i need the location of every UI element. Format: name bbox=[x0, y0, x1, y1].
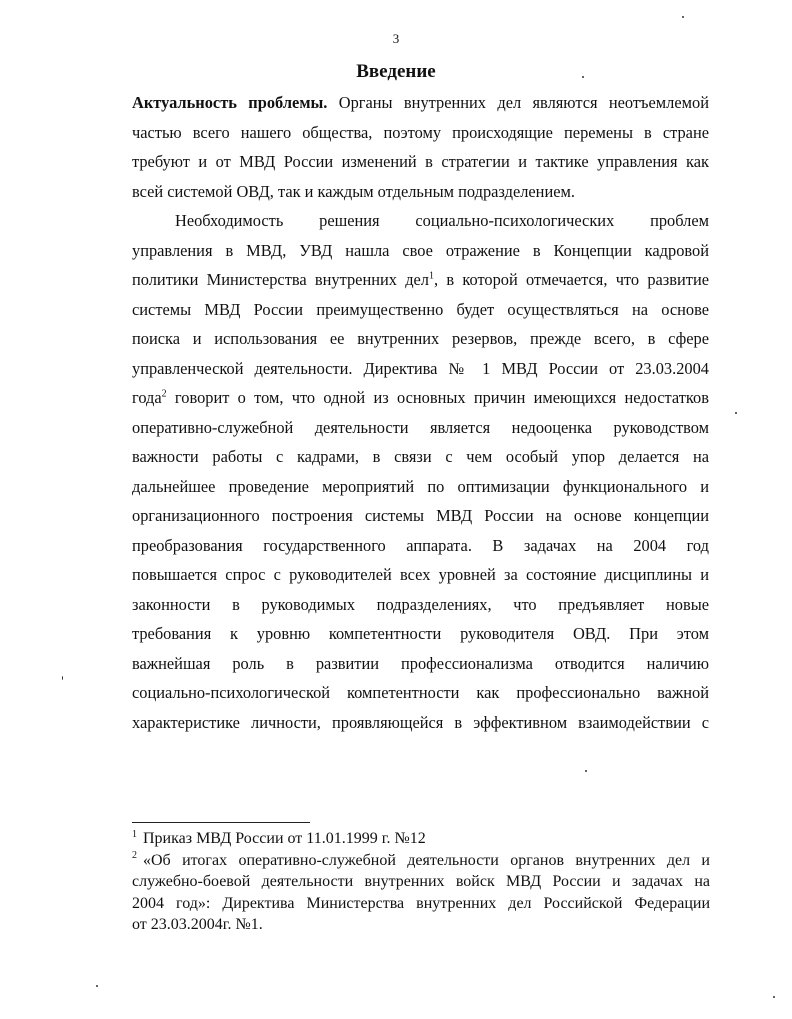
text-line: управленческой деятельности. Директива № 1 МВД России от 23.03.2004 bbox=[132, 358, 709, 378]
scan-speck bbox=[585, 770, 587, 772]
footnote-ref-2: 2 bbox=[161, 388, 167, 400]
scan-speck bbox=[62, 676, 63, 680]
text-line: требования к уровню компетентности руководителя ОВД. При этом bbox=[132, 624, 709, 643]
text-line: повышается спрос с руководителей всех уровней за состояние дисциплины и bbox=[132, 565, 709, 584]
paragraph-lead: Актуальность проблемы. bbox=[132, 93, 328, 112]
text-line: управления в МВД, УВД нашла свое отражение в Концепции кадровой bbox=[132, 240, 709, 260]
text-line: организационного построения системы МВД России на основе концепции bbox=[132, 506, 709, 525]
scan-speck bbox=[773, 996, 775, 998]
scan-speck bbox=[682, 16, 684, 18]
text-line: оперативно-служебной деятельности является недооценка руководством bbox=[132, 417, 709, 437]
text-line: социально-психологической компетентности как профессионально важной bbox=[132, 683, 709, 702]
text-line: важности работы с кадрами, в связи с чем особый упор делается на bbox=[132, 447, 709, 466]
text-line: всей системой ОВД, так и каждым отдельным подразделением. bbox=[132, 181, 575, 201]
text-line: Актуальность проблемы. Органы внутренних дел являются неотъемлемой bbox=[132, 93, 709, 112]
text-line: поиска и использования ее внутренних резервов, прежде всего, в сфере bbox=[132, 329, 709, 348]
footnote-1: $^1$ Приказ МВД России от 11.01.1999 г. №12 bbox=[132, 828, 426, 847]
text-line: Необходимость решения социально-психологических проблем bbox=[175, 211, 709, 230]
text-line: системы МВД России преимущественно будет осуществляться на основе bbox=[132, 299, 709, 319]
footnote-ref-1: 1 bbox=[429, 270, 434, 282]
footnotes bbox=[132, 828, 710, 936]
footnote-2-line: 2004 год»: Директива Министерства внутренних дел Российской Федерации bbox=[132, 894, 710, 912]
text-line: преобразования государственного аппарата. В задачах на 2004 год bbox=[132, 535, 709, 555]
footnote-2: $^2$ «Об итогах оперативно-служебной деятельности органов внутренних дел и bbox=[132, 850, 710, 869]
footnote-divider bbox=[132, 822, 310, 823]
footnote-2-line: служебно-боевой деятельности внутренних войск МВД России и задачах на bbox=[132, 873, 710, 890]
text-line: требуют и от МВД России изменений в стратегии и тактике управления как bbox=[132, 152, 709, 171]
text-line: важнейшая роль в развитии профессионализма отводится наличию bbox=[132, 653, 709, 673]
scan-speck bbox=[735, 412, 737, 414]
text-line: частью всего нашего общества, поэтому происходящие перемены в стране bbox=[132, 122, 709, 142]
section-heading: Введение bbox=[356, 61, 436, 82]
footnote-2-line: от 23.03.2004г. №1. bbox=[132, 916, 263, 933]
text-line: дальнейшее проведение мероприятий по оптимизации функционального и bbox=[132, 476, 709, 496]
paragraph-relevance bbox=[132, 88, 709, 206]
scan-speck bbox=[582, 76, 584, 78]
page-number: 3 bbox=[392, 31, 400, 46]
text-line: года$^2$ говорит о том, что одной из основных причин имеющихся недостатков bbox=[132, 388, 709, 407]
paragraph-necessity bbox=[132, 206, 709, 737]
text-line: политики Министерства внутренних дел$^1$, в которой отмечается, что развитие bbox=[132, 270, 709, 289]
text-line: законности в руководимых подразделениях, что предъявляет новые bbox=[132, 594, 709, 614]
text-line: характеристике личности, проявляющейся в эффективном взаимодействии с bbox=[132, 712, 709, 732]
scan-speck bbox=[96, 985, 98, 987]
